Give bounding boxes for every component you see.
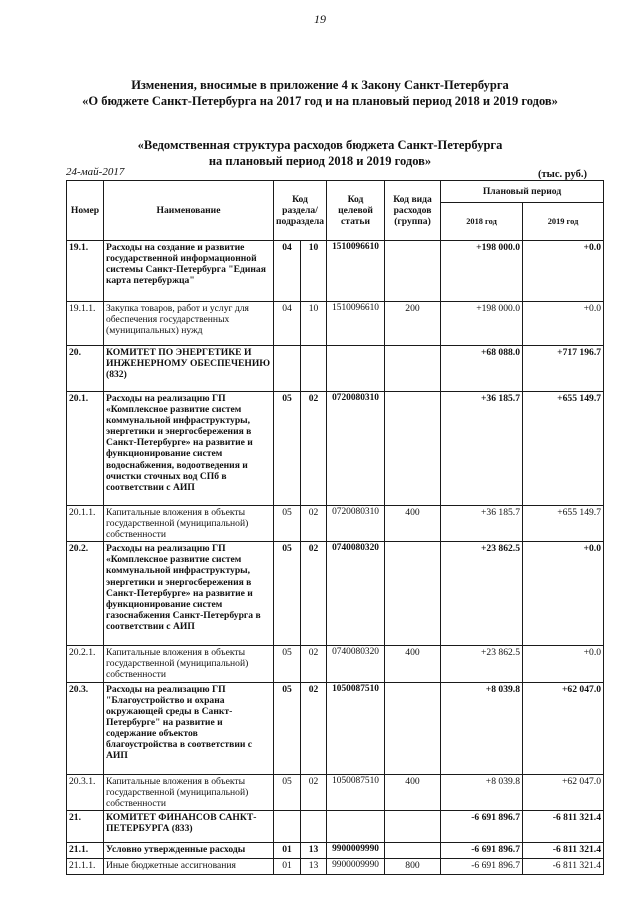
table-row <box>67 241 604 302</box>
row-target-cell: 0720080310 <box>327 506 385 542</box>
row-section-cell: 04 <box>274 302 301 346</box>
row-number-cell: 19.1.1. <box>67 302 104 346</box>
table-row <box>67 346 604 392</box>
row-type-cell: 400 <box>385 646 441 682</box>
page-number: 19 <box>314 12 326 26</box>
row-number-cell: 21.1. <box>67 842 104 858</box>
row-name-cell: КОМИТЕТ ФИНАНСОВ САНКТ-ПЕТЕРБУРГА (833) <box>104 810 274 842</box>
table-title <box>0 137 640 169</box>
row-target-cell: 9900009990 <box>327 842 385 858</box>
table-row <box>67 302 604 346</box>
row-subsection-cell: 02 <box>301 392 327 506</box>
table-row <box>67 858 604 874</box>
row-type-cell: 400 <box>385 506 441 542</box>
row-name-cell: Расходы на реализацию ГП «Комплексное развитие систем коммунальной инфраструктуры, энергетики и энергосбережения в Санкт-Петербурге» на развитие и функционирование систем водоснабжения, водоотведения и очистки сточных вод СПб в соответствии с АИП <box>104 392 274 506</box>
row-target-cell: 0740080320 <box>327 542 385 646</box>
table-row <box>67 506 604 542</box>
row-type-cell <box>385 241 441 302</box>
row-number-cell: 20.1.1. <box>67 506 104 542</box>
row-name-cell: Капитальные вложения в объекты государственной (муниципальной) собственности <box>104 506 274 542</box>
row-subsection-cell: 02 <box>301 682 327 774</box>
row-2019-cell: +0.0 <box>523 646 604 682</box>
row-name-cell: Расходы на реализацию ГП «Комплексное развитие систем коммунальной инфраструктуры, энергетики и энергосбережения в Санкт-Петербурге» на развитие и функционирование систем газоснабжения Санкт-Петербурга в соответствии с АИП <box>104 542 274 646</box>
row-2019-cell: +62 047.0 <box>523 682 604 774</box>
row-2019-cell: +0.0 <box>523 241 604 302</box>
row-2018-cell: +23 862.5 <box>441 646 523 682</box>
header-year-2019: 2019 год <box>523 203 604 241</box>
budget-table <box>66 180 604 875</box>
row-number-cell: 20.1. <box>67 392 104 506</box>
row-type-cell <box>385 810 441 842</box>
row-2019-cell: +0.0 <box>523 302 604 346</box>
table-row <box>67 842 604 858</box>
row-2018-cell: +8 039.8 <box>441 774 523 810</box>
row-number-cell: 20.3.1. <box>67 774 104 810</box>
row-section-cell: 01 <box>274 842 301 858</box>
row-section-cell: 05 <box>274 542 301 646</box>
row-section-cell: 05 <box>274 774 301 810</box>
row-subsection-cell: 02 <box>301 542 327 646</box>
row-2018-cell: -6 691 896.7 <box>441 858 523 874</box>
row-target-cell: 0740080320 <box>327 646 385 682</box>
row-type-cell: 800 <box>385 858 441 874</box>
row-2018-cell: +36 185.7 <box>441 506 523 542</box>
row-name-cell: Закупка товаров, работ и услуг для обеспечения государственных (муниципальных) нужд <box>104 302 274 346</box>
row-number-cell: 20.2. <box>67 542 104 646</box>
row-subsection-cell: 02 <box>301 774 327 810</box>
row-section-cell: 05 <box>274 506 301 542</box>
header-name: Наименование <box>104 181 274 241</box>
row-name-cell: Расходы на реализацию ГП "Благоустройство и охрана окружающей среды в Санкт-Петербурге" на развитие и содержание объектов благоустройства в соответствии с АИП <box>104 682 274 774</box>
row-2018-cell: +36 185.7 <box>441 392 523 506</box>
row-number-cell: 20. <box>67 346 104 392</box>
row-2019-cell: -6 811 321.4 <box>523 810 604 842</box>
row-number-cell: 20.2.1. <box>67 646 104 682</box>
row-type-cell <box>385 842 441 858</box>
row-2018-cell: +198 000.0 <box>441 302 523 346</box>
row-subsection-cell: 10 <box>301 302 327 346</box>
row-target-cell: 1510096610 <box>327 302 385 346</box>
table-body <box>67 241 604 875</box>
row-type-cell <box>385 682 441 774</box>
row-section-cell <box>274 810 301 842</box>
row-subsection-cell: 13 <box>301 858 327 874</box>
row-subsection-cell <box>301 810 327 842</box>
row-section-cell: 05 <box>274 682 301 774</box>
row-section-cell: 04 <box>274 241 301 302</box>
row-target-cell: 0720080310 <box>327 392 385 506</box>
row-name-cell: Капитальные вложения в объекты государственной (муниципальной) собственности <box>104 646 274 682</box>
row-name-cell: Капитальные вложения в объекты государственной (муниципальной) собственности <box>104 774 274 810</box>
row-subsection-cell <box>301 346 327 392</box>
table-title-line-1: «Ведомственная структура расходов бюджета Санкт-Петербурга <box>137 138 503 152</box>
row-number-cell: 21.1.1. <box>67 858 104 874</box>
row-2019-cell: +0.0 <box>523 542 604 646</box>
row-subsection-cell: 02 <box>301 646 327 682</box>
header-section: Код раздела/ подраздела <box>274 181 327 241</box>
header-number: Номер <box>67 181 104 241</box>
row-target-cell <box>327 346 385 392</box>
row-2018-cell: +8 039.8 <box>441 682 523 774</box>
header-type: Код вида расходов (группа) <box>385 181 441 241</box>
row-number-cell: 19.1. <box>67 241 104 302</box>
row-section-cell: 05 <box>274 646 301 682</box>
row-type-cell: 400 <box>385 774 441 810</box>
row-number-cell: 21. <box>67 810 104 842</box>
row-2019-cell: +655 149.7 <box>523 392 604 506</box>
row-section-cell: 05 <box>274 392 301 506</box>
row-target-cell: 9900009990 <box>327 858 385 874</box>
row-name-cell: КОМИТЕТ ПО ЭНЕРГЕТИКЕ И ИНЖЕНЕРНОМУ ОБЕСПЕЧЕНИЮ (832) <box>104 346 274 392</box>
row-section-cell <box>274 346 301 392</box>
row-target-cell: 1050087510 <box>327 682 385 774</box>
row-name-cell: Условно утвержденные расходы <box>104 842 274 858</box>
row-name-cell: Расходы на создание и развитие государственной информационной системы Санкт-Петербурга "Единая карта петербуржца" <box>104 241 274 302</box>
units-label: (тыс. руб.) <box>538 169 587 180</box>
row-2019-cell: +62 047.0 <box>523 774 604 810</box>
row-subsection-cell: 13 <box>301 842 327 858</box>
row-target-cell <box>327 810 385 842</box>
row-type-cell <box>385 542 441 646</box>
row-2019-cell: +655 149.7 <box>523 506 604 542</box>
table-title-line-2: на плановый период 2018 и 2019 годов» <box>208 154 432 168</box>
row-subsection-cell: 02 <box>301 506 327 542</box>
row-subsection-cell: 10 <box>301 241 327 302</box>
table-row <box>67 774 604 810</box>
row-type-cell <box>385 346 441 392</box>
header-target: Код целевой статьи <box>327 181 385 241</box>
row-type-cell: 200 <box>385 302 441 346</box>
row-name-cell: Иные бюджетные ассигнования <box>104 858 274 874</box>
row-2019-cell: -6 811 321.4 <box>523 858 604 874</box>
header-plan-period: Плановый период <box>441 181 604 203</box>
row-2018-cell: +68 088.0 <box>441 346 523 392</box>
table-row <box>67 682 604 774</box>
row-2018-cell: -6 691 896.7 <box>441 810 523 842</box>
row-2019-cell: +717 196.7 <box>523 346 604 392</box>
document-title-line-2: «О бюджете Санкт-Петербурга на 2017 год и на плановый период 2018 и 2019 годов» <box>82 94 558 108</box>
row-section-cell: 01 <box>274 858 301 874</box>
table-row <box>67 810 604 842</box>
row-type-cell <box>385 392 441 506</box>
table-row <box>67 392 604 506</box>
document-title <box>0 77 640 109</box>
row-2018-cell: +23 862.5 <box>441 542 523 646</box>
table-header <box>67 181 604 241</box>
table-row <box>67 646 604 682</box>
document-title-line-1: Изменения, вносимые в приложение 4 к Закону Санкт-Петербурга <box>131 78 509 92</box>
row-2018-cell: -6 691 896.7 <box>441 842 523 858</box>
document-date: 24-май-2017 <box>66 166 125 178</box>
row-number-cell: 20.3. <box>67 682 104 774</box>
header-year-2018: 2018 год <box>441 203 523 241</box>
table-row <box>67 542 604 646</box>
row-2019-cell: -6 811 321.4 <box>523 842 604 858</box>
row-target-cell: 1510096610 <box>327 241 385 302</box>
row-target-cell: 1050087510 <box>327 774 385 810</box>
row-2018-cell: +198 000.0 <box>441 241 523 302</box>
